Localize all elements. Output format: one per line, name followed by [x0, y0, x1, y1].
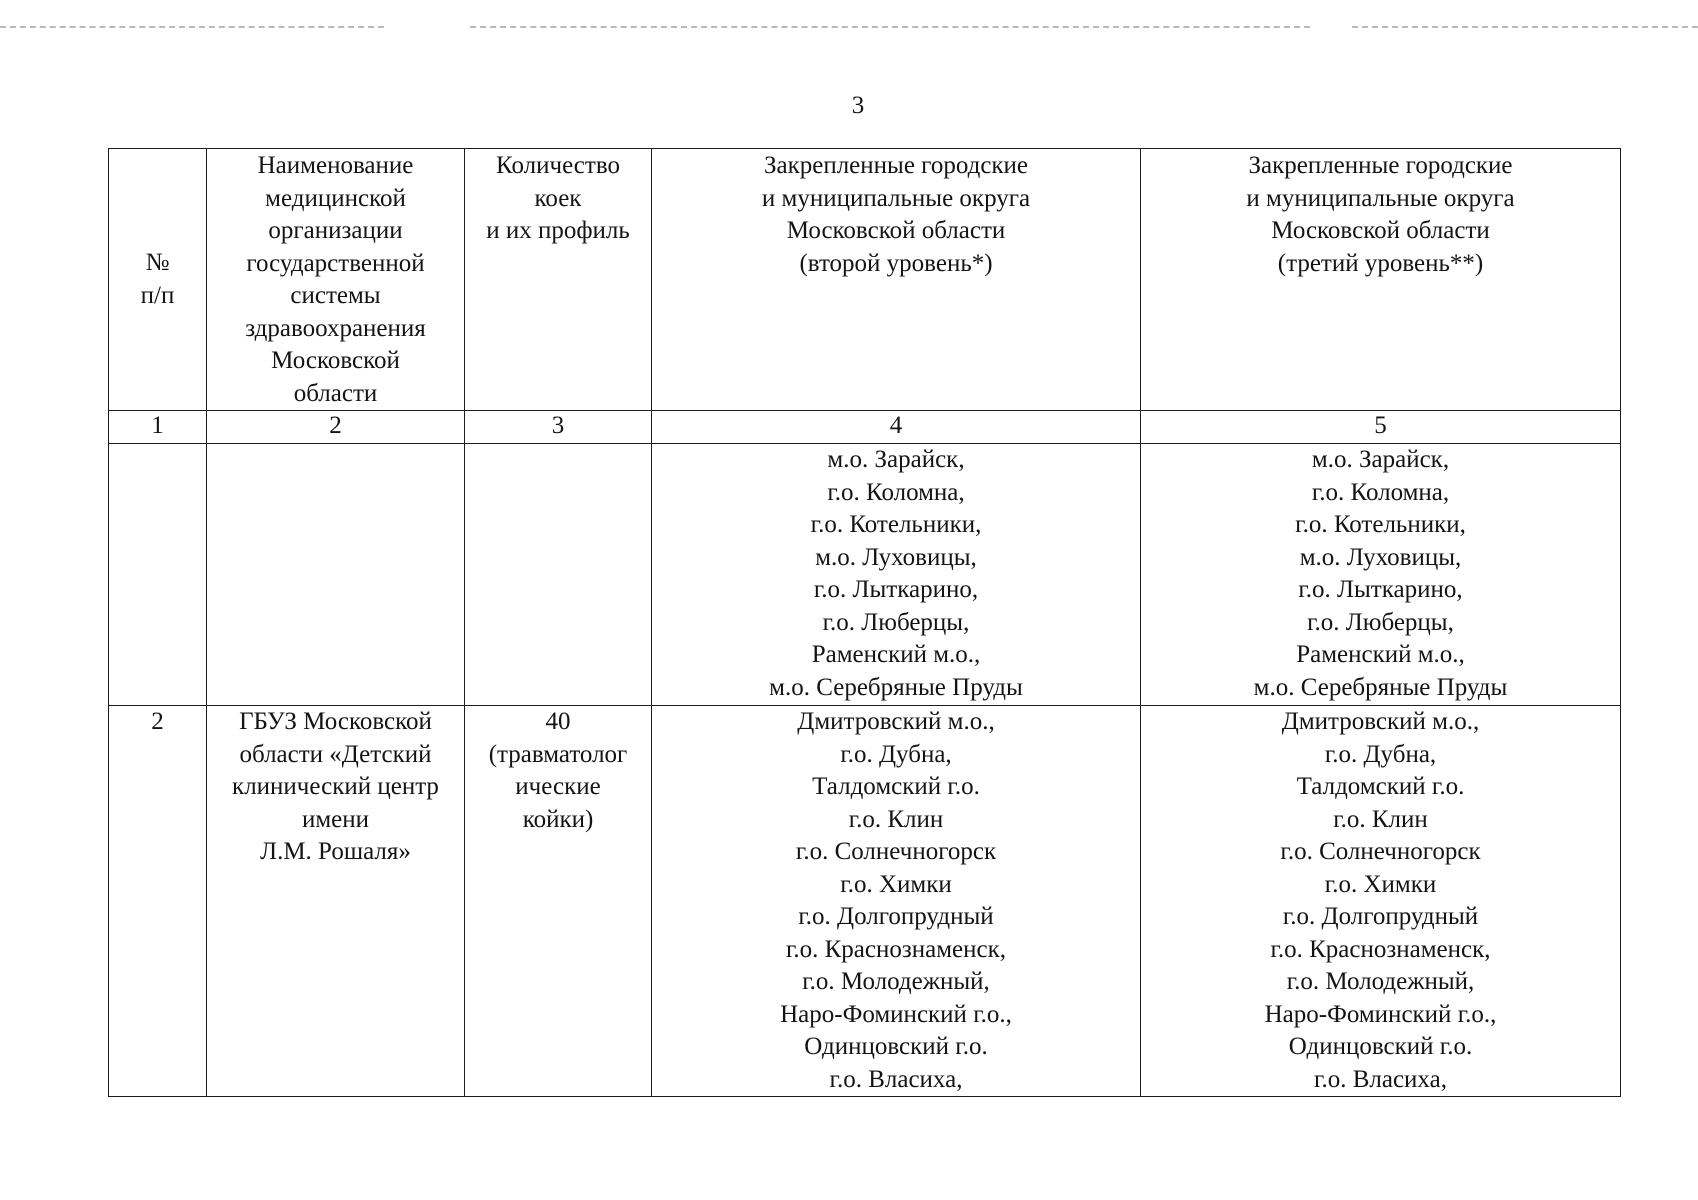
level-3-districts-cell: Дмитровский м.о., г.о. Дубна, Талдомский г.о. г.о. Клин г.о. Солнечногорск г.о. Химки г.о. Долгопрудный г.о. Краснознаменск, г.о. Молодежный, Наро-Фоминский г.о., Одинцовский г.о. г.о. Власиха,	[1141, 706, 1621, 1097]
header-level-3: Закрепленные городские и муниципальные округа Московской области (третий уровень**)	[1141, 149, 1621, 411]
column-number: 5	[1141, 411, 1621, 444]
hospital-assignment-table	[108, 148, 1621, 1097]
level-2-districts-cell: Дмитровский м.о., г.о. Дубна, Талдомский г.о. г.о. Клин г.о. Солнечногорск г.о. Химки г.о. Долгопрудный г.о. Краснознаменск, г.о. Молодежный, Наро-Фоминский г.о., Одинцовский г.о. г.о. Власиха,	[652, 706, 1141, 1097]
table-row	[109, 444, 1621, 706]
page-number: 3	[851, 92, 865, 119]
level-2-districts-cell: м.о. Зарайск, г.о. Коломна, г.о. Котельники, м.о. Луховицы, г.о. Лыткарино, г.о. Люберцы, Раменский м.о., м.о. Серебряные Пруды	[652, 444, 1141, 706]
row-number-cell: 2	[109, 706, 207, 1097]
level-3-districts-cell: м.о. Зарайск, г.о. Коломна, г.о. Котельники, м.о. Луховицы, г.о. Лыткарино, г.о. Люберцы, Раменский м.о., м.о. Серебряные Пруды	[1141, 444, 1621, 706]
row-number-cell	[109, 444, 207, 706]
column-number: 4	[652, 411, 1141, 444]
table-header-row	[109, 149, 1621, 411]
organization-cell	[207, 444, 465, 706]
column-number-row	[109, 411, 1621, 444]
scan-edge-line-right	[1352, 26, 1698, 28]
beds-cell: 40 (травматолог ические койки)	[465, 706, 652, 1097]
header-beds: Количество коек и их профиль	[465, 149, 652, 411]
organization-cell: ГБУЗ Московской области «Детский клинический центр имени Л.М. Рошаля»	[207, 706, 465, 1097]
column-number: 1	[109, 411, 207, 444]
scan-edge-line-left	[0, 26, 384, 28]
header-number: № п/п	[109, 149, 207, 411]
table-row	[109, 706, 1621, 1097]
scan-edge-line-middle	[470, 26, 1310, 28]
header-level-2: Закрепленные городские и муниципальные округа Московской области (второй уровень*)	[652, 149, 1141, 411]
column-number: 2	[207, 411, 465, 444]
beds-cell	[465, 444, 652, 706]
header-organization: Наименование медицинской организации государственной системы здравоохранения Московской области	[207, 149, 465, 411]
column-number: 3	[465, 411, 652, 444]
